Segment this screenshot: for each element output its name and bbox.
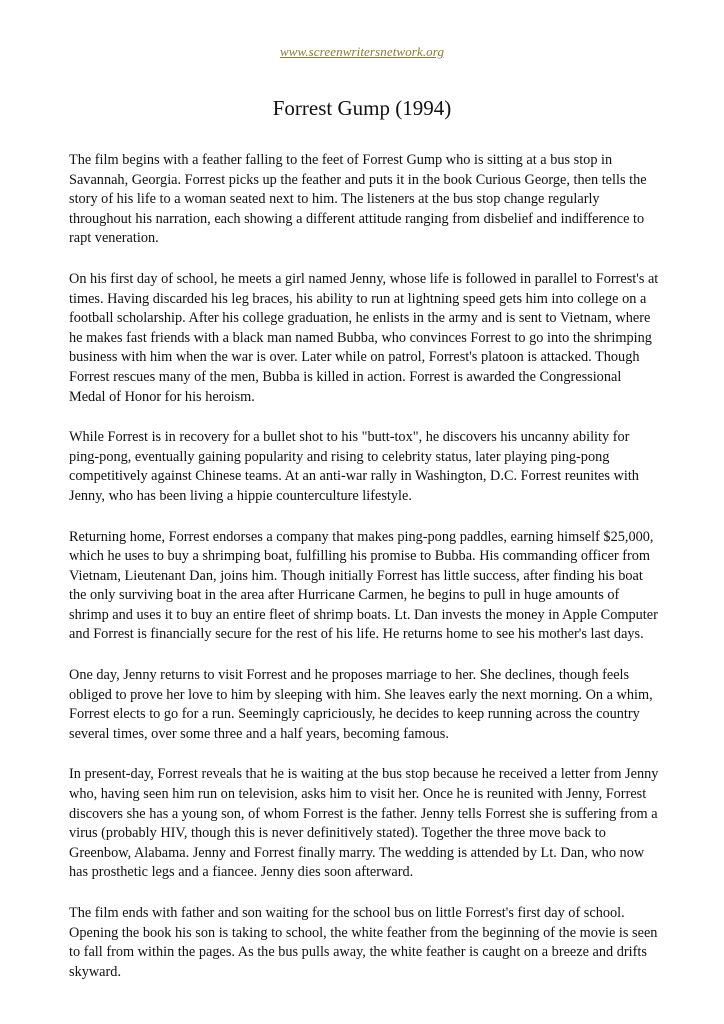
paragraph-shrimping: Returning home, Forrest endorses a company that makes ping-pong paddles, earning himself $25,000, which he uses to buy a shrimping boat, fulfilling his promise to Bubba. His commanding officer from Vietnam, Lieutenant Dan, joins him. Though initially Forrest has little success, after finding his boat the only surviving boat in the area after Hurricane Carmen, he begins to pull in huge amounts of shrimp and uses it to buy an entire fleet of shrimp boats. Lt. Dan invests the money in Apple Computer and Forrest is financially secure for the rest of his life. He returns home to see his mother's last days. (69, 528, 658, 643)
document-title: Forrest Gump (1994) (272, 96, 452, 120)
paragraph-ending: The film ends with father and son waiting for the school bus on little Forrest's first day of school. Opening the book his son is taking to school, the white feather from the beginning of the movie is seen to fall from within the pages. As the bus pulls away, the white feather is caught on a breeze and drifts skyward. (69, 905, 658, 980)
document-body (69, 151, 661, 1003)
paragraph-ping-pong: While Forrest is in recovery for a bullet shot to his "butt-tox", he discovers his uncanny ability for ping-pong, eventually gaining popularity and rising to celebrity status, later playing ping-pong competitively against Chinese teams. At an anti-war rally in Washington, D.C. Forrest reunites with Jenny, who has been living a hippie counterculture lifestyle. (69, 429, 639, 504)
paragraph-opening: The film begins with a feather falling to the feet of Forrest Gump who is sitting at a bus stop in Savannah, Georgia. Forrest picks up the feather and puts it in the book Curious George, then tells the story of his life to a woman seated next to him. The listeners at the bus stop change regularly throughout his narration, each showing a different attitude ranging from disbelief and indifference to rapt veneration. (69, 152, 647, 247)
paragraph-running: One day, Jenny returns to visit Forrest and he proposes marriage to her. She declines, though feels obliged to prove her love to him by sleeping with him. She leaves early the next morning. On a whim, Forrest elects to go for a run. Seemingly capriciously, he decides to keep running across the country several times, over some three and a half years, becoming famous. (69, 667, 653, 742)
site-url-link[interactable]: www.screenwritersnetwork.org (279, 44, 445, 59)
paragraph-present-day: In present-day, Forrest reveals that he is waiting at the bus stop because he received a letter from Jenny who, having seen him run on television, asks him to visit her. Once he is reunited with Jenny, Forrest discovers she has a young son, of whom Forrest is the father. Jenny tells Forrest she is suffering from a virus (probably HIV, though this is never definitively stated). Together the three move back to Greenbow, Alabama. Jenny and Forrest finally marry. The wedding is attended by Lt. Dan, who now has prosthetic legs and a fiancee. Jenny dies soon afterward. (69, 766, 659, 881)
paragraph-school-and-vietnam: On his first day of school, he meets a girl named Jenny, whose life is followed in parallel to Forrest's at times. Having discarded his leg braces, his ability to run at lightning speed gets him into college on a football scholarship. After his college graduation, he enlists in the army and is sent to Vietnam, where he makes fast friends with a black man named Bubba, who convinces Forrest to go into the shrimping business with him when the war is over. Later while on patrol, Forrest's platoon is attacked. Though Forrest rescues many of the men, Bubba is killed in action. Forrest is awarded the Congressional Medal of Honor for his heroism. (69, 270, 659, 405)
